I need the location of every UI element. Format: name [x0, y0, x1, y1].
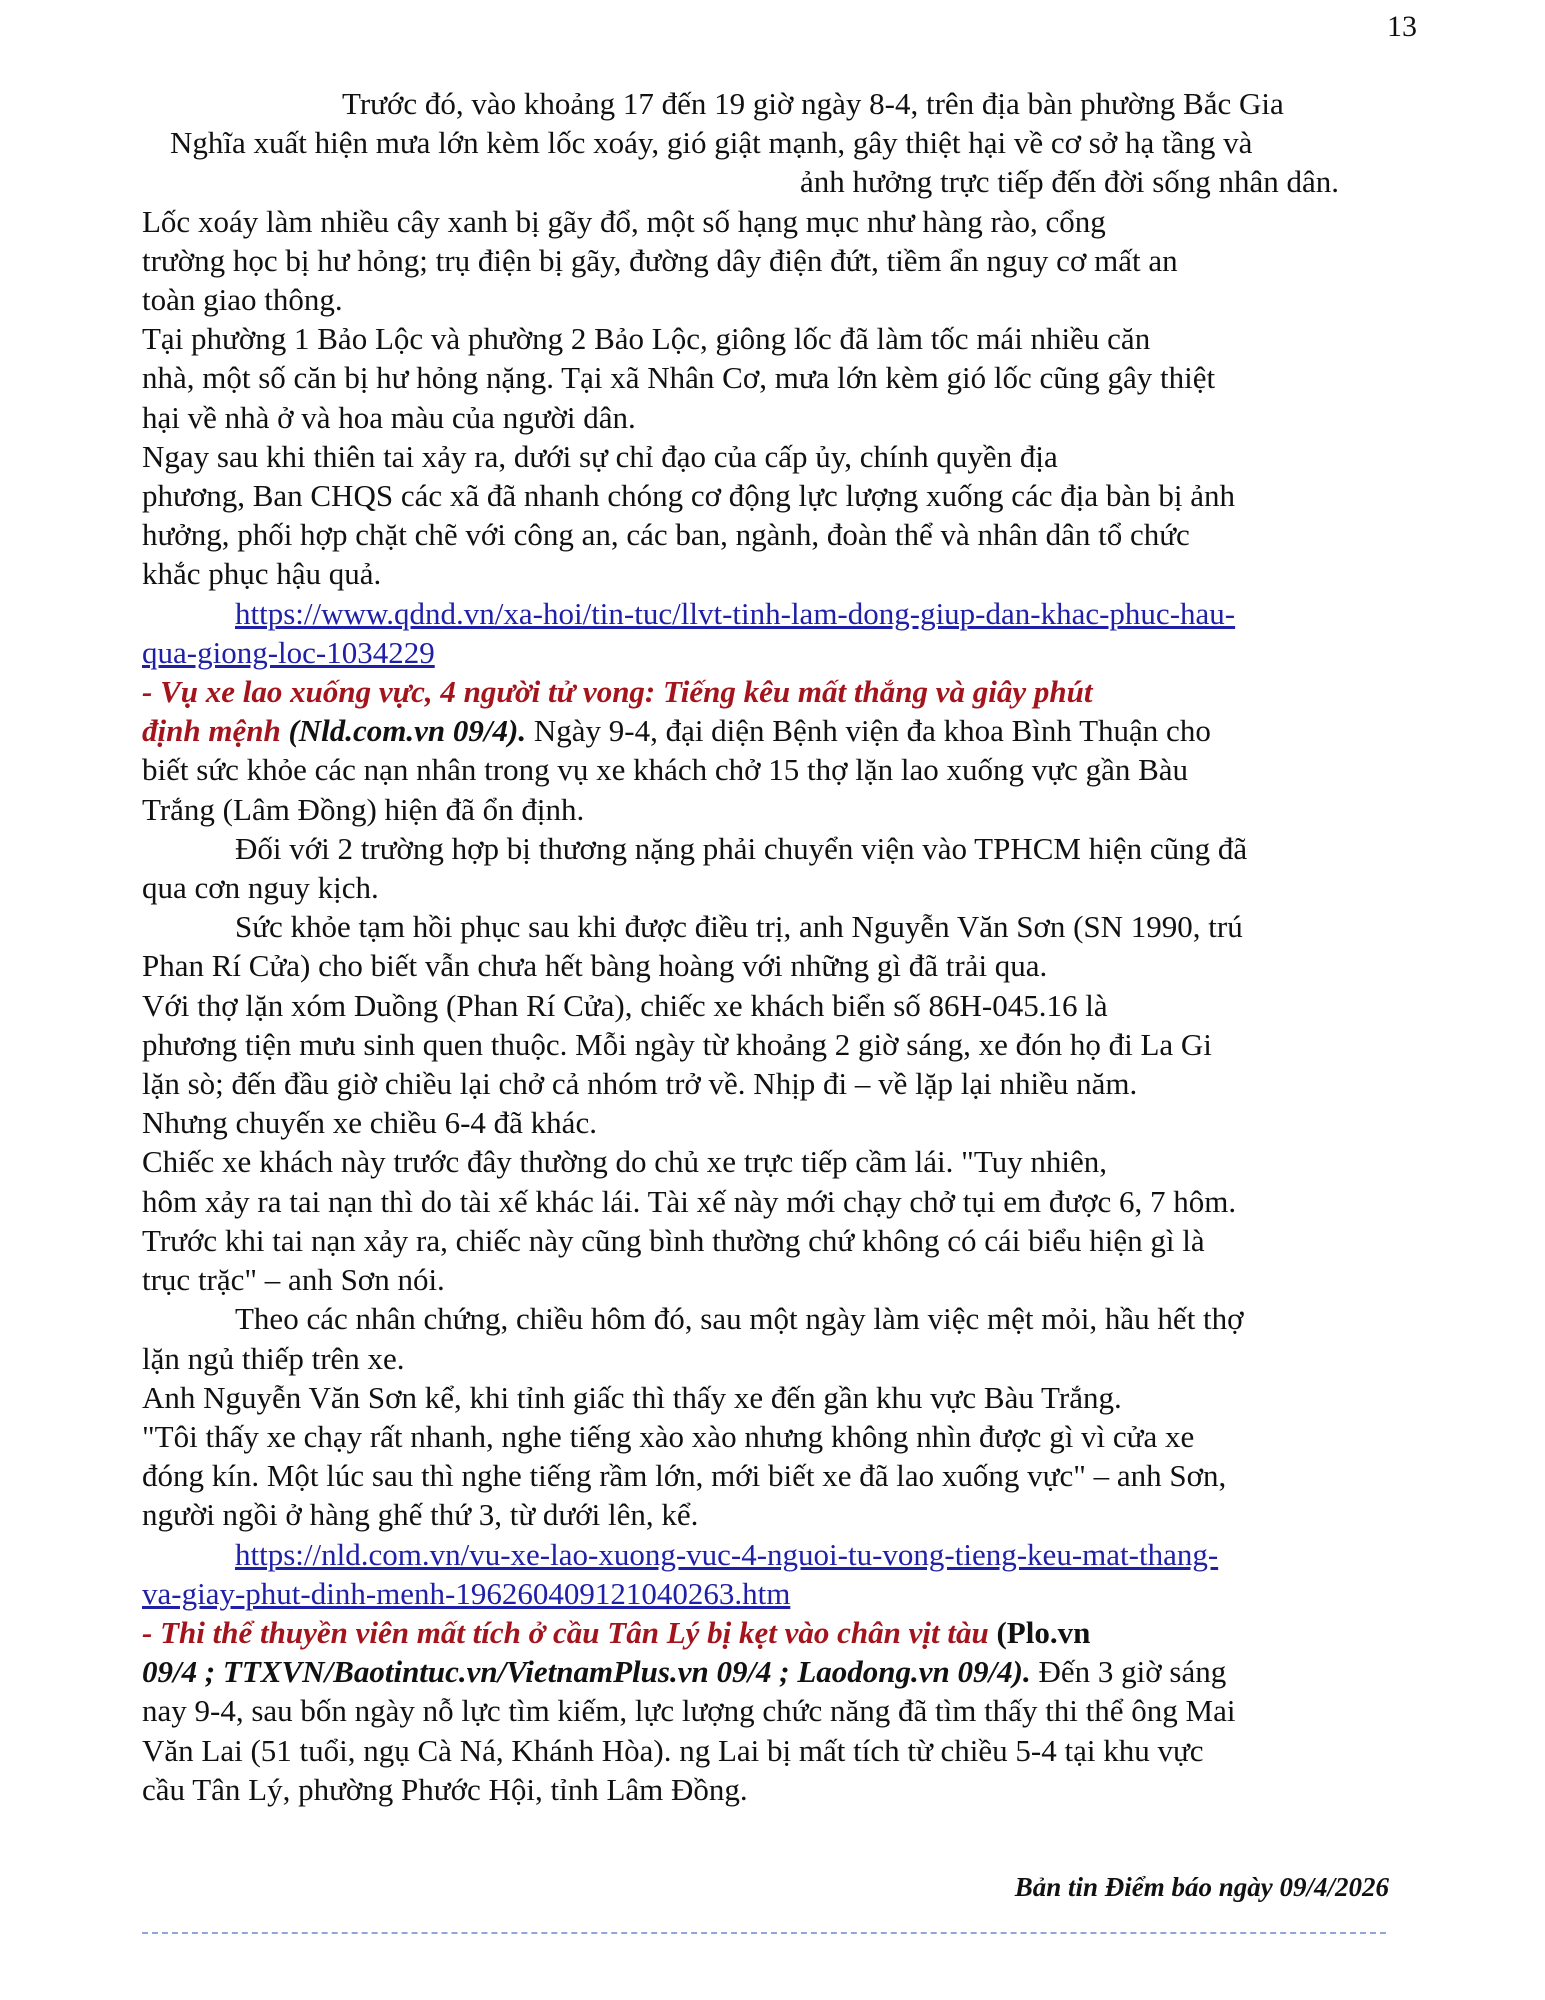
- headline-text: - Vụ xe lao xuống vực, 4 người tử vong: Tiếng kêu mất thắng và giây phút: [142, 674, 1093, 710]
- document-body: [142, 84, 1422, 1809]
- text-line: Văn Lai (51 tuổi, ngụ Cà Ná, Khánh Hòa). ng Lai bị mất tích từ chiều 5-4 tại khu vực: [142, 1732, 1204, 1768]
- text-line: Nghĩa xuất hiện mưa lớn kèm lốc xoáy, gió giật mạnh, gây thiệt hại về cơ sở hạ tầng và: [170, 125, 1253, 161]
- text-line: lặn ngủ thiếp trên xe.: [142, 1340, 405, 1376]
- source-link[interactable]: va-giay-phut-dinh-menh-196260409121040263.htm: [142, 1575, 791, 1611]
- text-line: hưởng, phối hợp chặt chẽ với công an, các ban, ngành, đoàn thể và nhân dân tổ chức: [142, 517, 1190, 553]
- text-line: lặn sò; đến đầu giờ chiều lại chở cả nhóm trở về. Nhịp đi – về lặp lại nhiều năm.: [142, 1066, 1138, 1102]
- text-line: Anh Nguyễn Văn Sơn kể, khi tỉnh giấc thì thấy xe đến gần khu vực Bàu Trắng.: [142, 1379, 1122, 1415]
- text-line: hại về nhà ở và hoa màu của người dân.: [142, 399, 636, 435]
- text-line: nay 9-4, sau bốn ngày nỗ lực tìm kiếm, lực lượng chức năng đã tìm thấy thi thể ông Mai: [142, 1693, 1236, 1729]
- source-citation: (Plo.vn: [988, 1614, 1091, 1650]
- text-line: Với thợ lặn xóm Duồng (Phan Rí Cửa), chiếc xe khách biển số 86H-045.16 là: [142, 987, 1108, 1023]
- text-run: Đến 3 giờ sáng: [1030, 1654, 1227, 1690]
- source-link[interactable]: qua-giong-loc-1034229: [142, 634, 435, 670]
- text-line: Trước khi tai nạn xảy ra, chiếc này cũng bình thường chứ không có cái biểu hiện gì là: [142, 1222, 1205, 1258]
- text-line: Phan Rí Cửa) cho biết vẫn chưa hết bàng hoàng với những gì đã trải qua.: [142, 948, 1048, 984]
- text-line: "Tôi thấy xe chạy rất nhanh, nghe tiếng xào xào nhưng không nhìn được gì vì cửa xe: [142, 1418, 1195, 1454]
- text-line: Ngay sau khi thiên tai xảy ra, dưới sự chỉ đạo của cấp ủy, chính quyền địa: [142, 438, 1058, 474]
- text-line: nhà, một số căn bị hư hỏng nặng. Tại xã Nhân Cơ, mưa lớn kèm gió lốc cũng gây thiệt: [142, 360, 1216, 396]
- text-line: Chiếc xe khách này trước đây thường do chủ xe trực tiếp cầm lái. "Tuy nhiên,: [142, 1144, 1108, 1180]
- text-line: Lốc xoáy làm nhiều cây xanh bị gãy đổ, một số hạng mục như hàng rào, cổng: [142, 203, 1106, 239]
- text-line: cầu Tân Lý, phường Phước Hội, tỉnh Lâm Đồng.: [142, 1771, 748, 1807]
- source-citation: (Nld.com.vn 09/4).: [280, 713, 527, 749]
- headline-text: - Thi thể thuyền viên mất tích ở cầu Tân Lý bị kẹt vào chân vịt tàu: [142, 1614, 989, 1650]
- page-number: 13: [1387, 10, 1417, 43]
- text-line: người ngồi ở hàng ghế thứ 3, từ dưới lên, kể.: [142, 1497, 699, 1533]
- article-headline: [142, 711, 1422, 750]
- footer-caption: Bản tin Điểm báo ngày 09/4/2026: [1014, 1872, 1389, 1902]
- text-line: Nhưng chuyến xe chiều 6-4 đã khác.: [142, 1105, 597, 1141]
- text-line: đóng kín. Một lúc sau thì nghe tiếng rầm lớn, mới biết xe đã lao xuống vực" – anh Sơn,: [142, 1458, 1227, 1494]
- text-line: phương, Ban CHQS các xã đã nhanh chóng cơ động lực lượng xuống các địa bàn bị ảnh: [142, 478, 1236, 514]
- text-line: trục trặc" – anh Sơn nói.: [142, 1262, 445, 1298]
- text-line: Tại phường 1 Bảo Lộc và phường 2 Bảo Lộc, giông lốc đã làm tốc mái nhiều căn: [142, 321, 1151, 357]
- text-line: Trước đó, vào khoảng 17 đến 19 giờ ngày 8-4, trên địa bàn phường Bắc Gia: [342, 86, 1284, 121]
- source-citation: 09/4 ; TTXVN/Baotintuc.vn/VietnamPlus.vn 09/4 ; Laodong.vn 09/4).: [142, 1654, 1031, 1690]
- headline-text: định mệnh: [142, 713, 281, 749]
- text-line: biết sức khỏe các nạn nhân trong vụ xe khách chở 15 thợ lặn lao xuống vực gần Bàu: [142, 752, 1189, 788]
- source-link[interactable]: https://nld.com.vn/vu-xe-lao-xuong-vuc-4-nguoi-tu-vong-tieng-keu-mat-thang-: [235, 1536, 1219, 1572]
- text-line: Theo các nhân chứng, chiều hôm đó, sau một ngày làm việc mệt mỏi, hầu hết thợ: [235, 1301, 1244, 1337]
- article-headline: [142, 672, 1422, 711]
- source-link-line: [142, 1574, 1422, 1613]
- text-line: ảnh hưởng trực tiếp đến đời sống nhân dân.: [800, 164, 1340, 200]
- source-link-line: [142, 594, 1422, 633]
- text-line: Đối với 2 trường hợp bị thương nặng phải chuyển viện vào TPHCM hiện cũng đã: [235, 830, 1248, 866]
- article-headline: [142, 1613, 1422, 1652]
- text-line: qua cơn nguy kịch.: [142, 870, 379, 906]
- source-link[interactable]: https://www.qdnd.vn/xa-hoi/tin-tuc/llvt-tinh-lam-dong-giup-dan-khac-phuc-hau-: [235, 595, 1236, 631]
- text-run: Ngày 9-4, đại diện Bệnh viện đa khoa Bình Thuận cho: [526, 713, 1211, 749]
- source-link-line: [142, 633, 1422, 672]
- footer-divider: [142, 1932, 1386, 1934]
- text-line: trường học bị hư hỏng; trụ điện bị gãy, đường dây điện đứt, tiềm ẩn nguy cơ mất an: [142, 242, 1178, 278]
- text-line: toàn giao thông.: [142, 282, 343, 318]
- source-link-line: [142, 1535, 1422, 1574]
- text-line: Trắng (Lâm Đồng) hiện đã ổn định.: [142, 791, 585, 827]
- text-line: khắc phục hậu quả.: [142, 556, 382, 592]
- text-line: Sức khỏe tạm hồi phục sau khi được điều trị, anh Nguyễn Văn Sơn (SN 1990, trú: [235, 909, 1243, 945]
- text-line: hôm xảy ra tai nạn thì do tài xế khác lái. Tài xế này mới chạy chở tụi em được 6, 7 hôm.: [142, 1183, 1237, 1219]
- article-headline: [142, 1652, 1422, 1691]
- text-line: phương tiện mưu sinh quen thuộc. Mỗi ngày từ khoảng 2 giờ sáng, xe đón họ đi La Gi: [142, 1026, 1212, 1062]
